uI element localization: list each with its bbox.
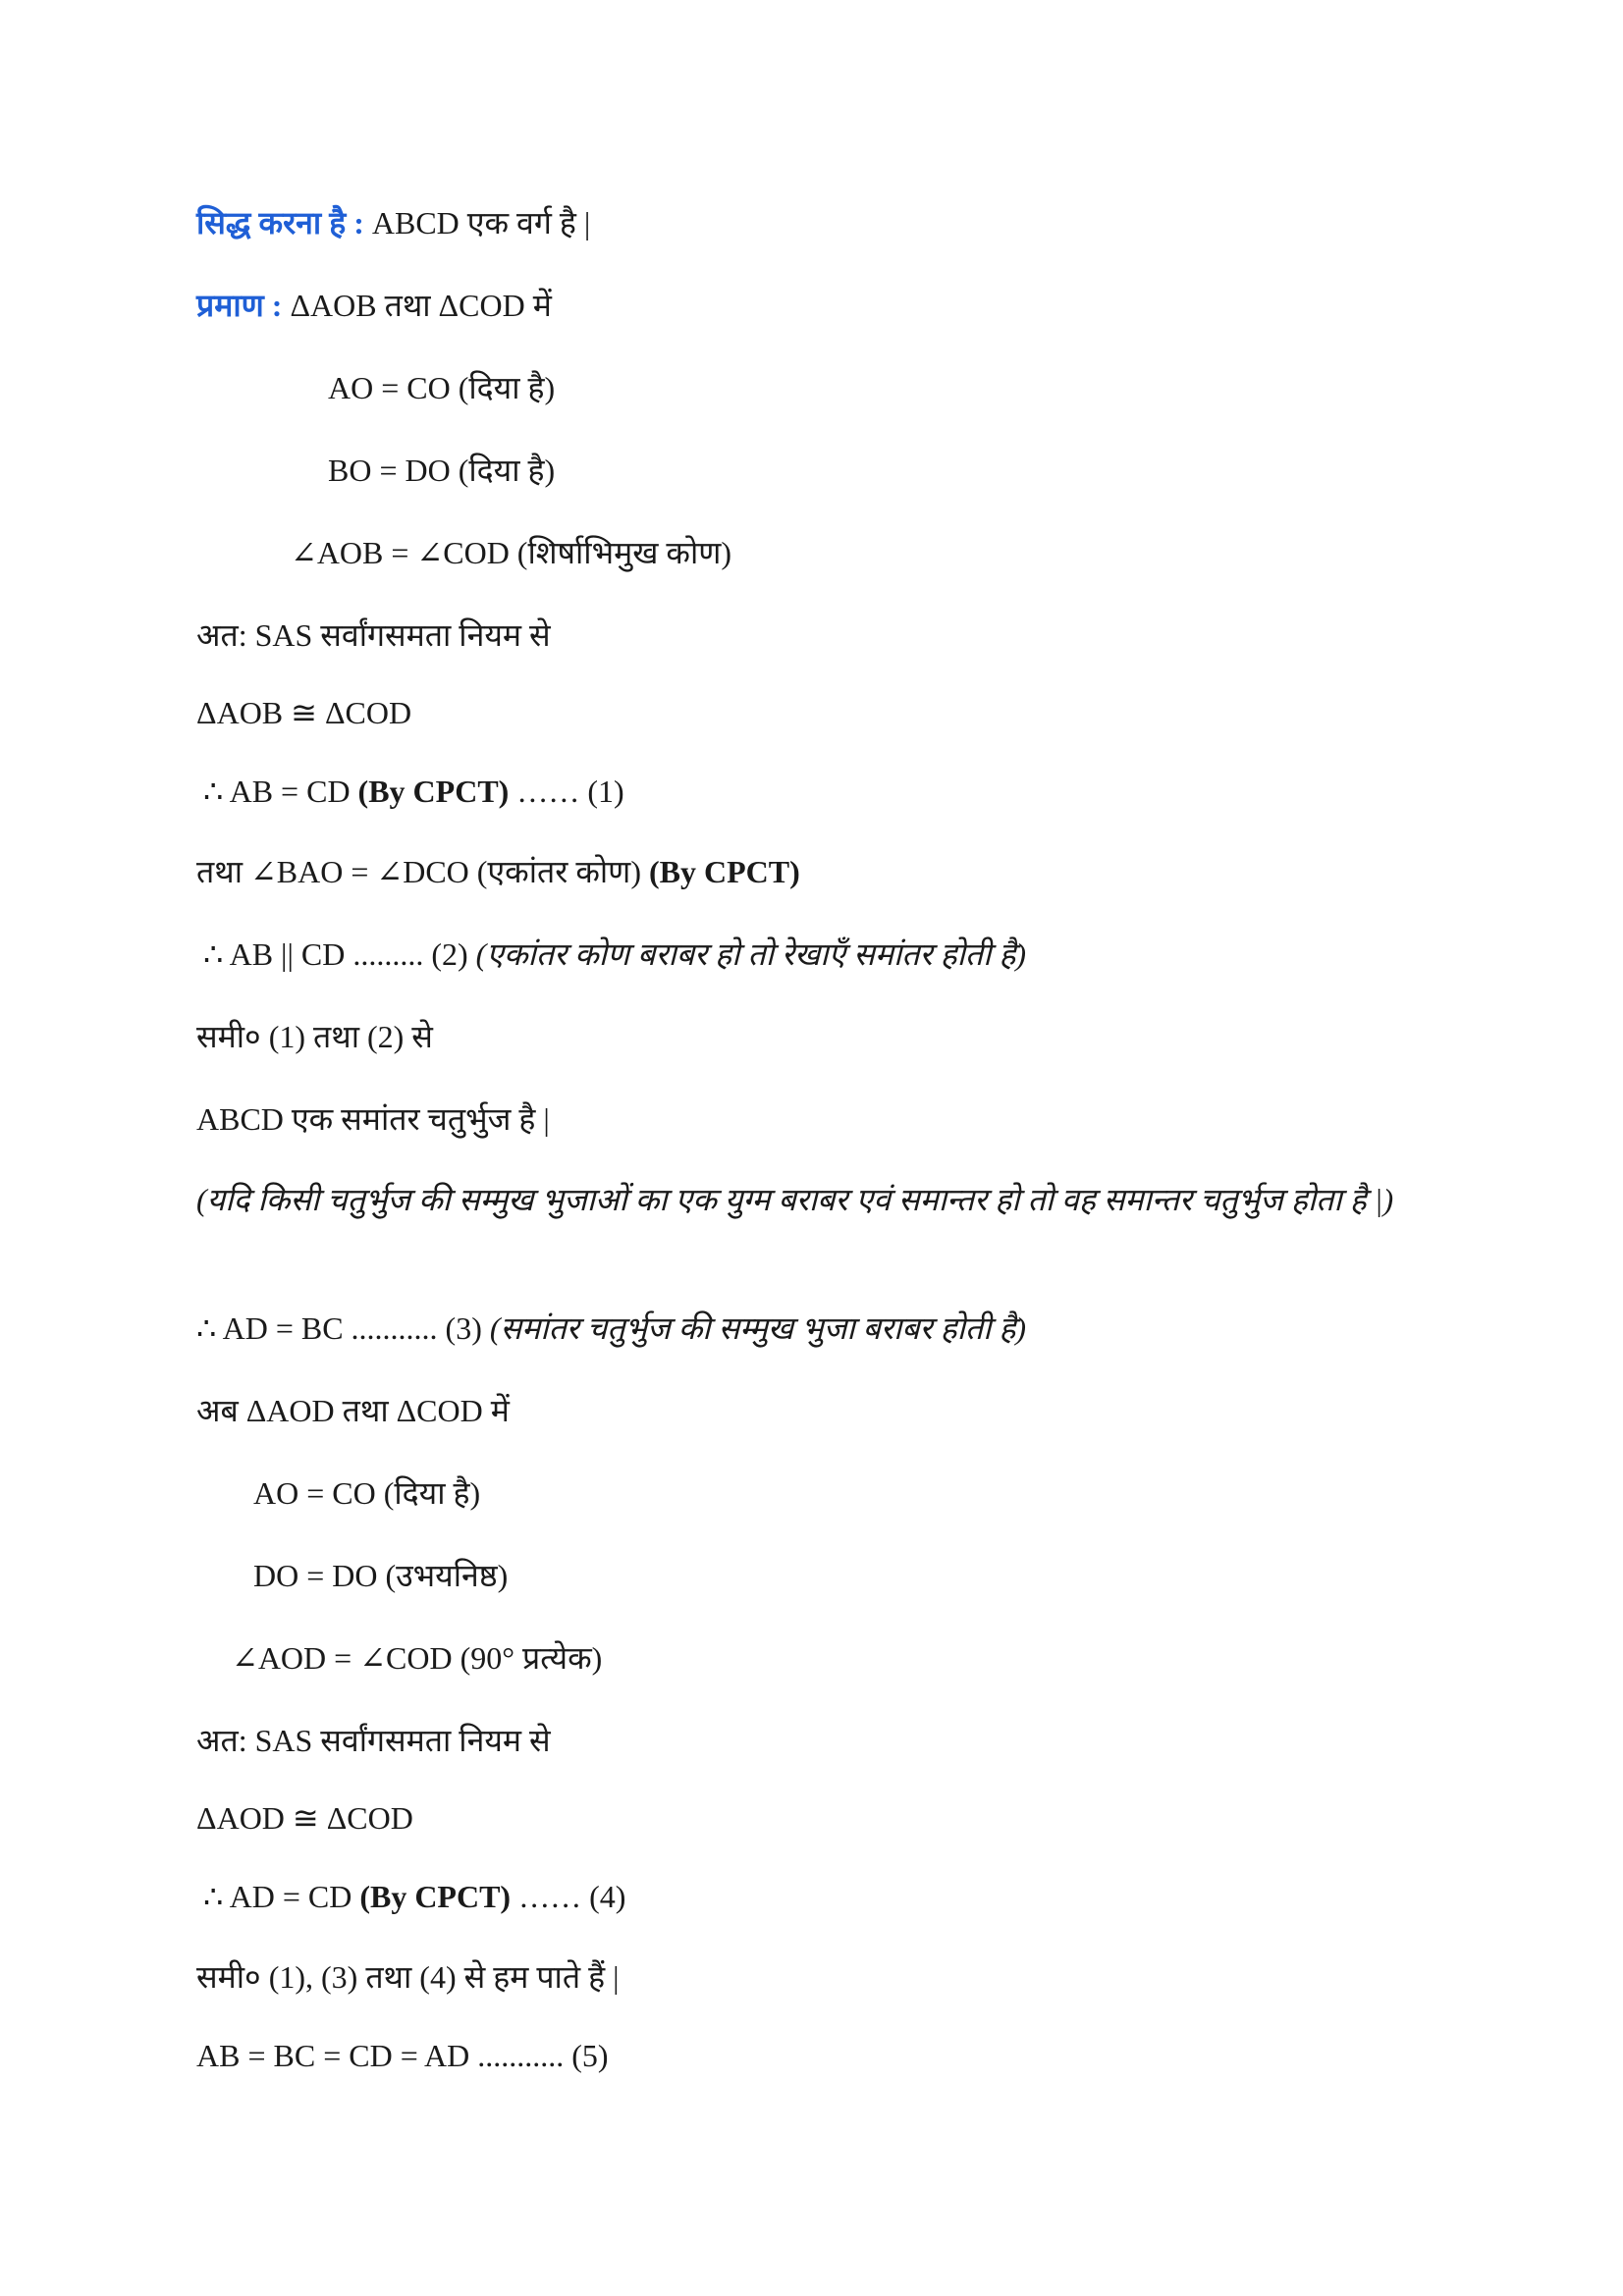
step2-line6: ΔAOD ≅ ΔCOD <box>196 1800 413 1836</box>
to-prove-line <box>196 201 590 244</box>
step1-line9: समी० (1) तथा (2) से <box>196 1019 433 1054</box>
step1-line8 <box>203 933 1026 976</box>
step2-line1: अब ΔAOD तथा ΔCOD में <box>196 1393 510 1428</box>
to-prove-text: ABCD एक वर्ग है | <box>363 205 591 240</box>
step1-line6-a: ∴ AB = CD <box>203 774 358 809</box>
step2-line7-c: …… (4) <box>511 1879 626 1914</box>
step2-line4: ∠AOD = ∠COD (90° प्रत्येक) <box>232 1640 603 1676</box>
step2-line8: समी० (1), (3) तथा (4) से हम पाते हैं | <box>196 1959 620 1995</box>
step1-line12-a: ∴ AD = BC ........... (3) <box>196 1310 490 1346</box>
step2-line3: DO = DO (उभयनिष्ठ) <box>253 1558 509 1593</box>
to-prove-heading: सिद्ध करना है : <box>196 205 364 240</box>
step1-line11: (यदि किसी चतुर्भुज की सम्मुख भुजाओं का एक युग्म बराबर एवं समान्तर हो तो वह समान्तर चतुर्भुज होता है |) <box>196 1182 1394 1217</box>
step2-line7-b: (By CPCT) <box>359 1879 512 1914</box>
step1-line7-b: (By CPCT) <box>648 854 800 889</box>
step1-line12 <box>196 1307 1026 1350</box>
step2-line5: अत: SAS सर्वांगसमता नियम से <box>196 1723 551 1758</box>
step1-line5: ΔAOB ≅ ΔCOD <box>196 695 412 730</box>
step1-line1: AO = CO (दिया है) <box>328 370 556 405</box>
step1-line4: अत: SAS सर्वांगसमता नियम से <box>196 617 551 653</box>
step2-line7 <box>203 1875 625 1918</box>
step2-line7-a: ∴ AD = CD <box>203 1879 360 1914</box>
step1-line7-a: तथा ∠BAO = ∠DCO (एकांतर कोण) <box>196 854 649 889</box>
step2-line9: AB = BC = CD = AD ........... (5) <box>196 2038 609 2073</box>
step1-line8-b: (एकांतर कोण बराबर हो तो रेखाएँ समांतर होती है) <box>475 936 1027 972</box>
proof-line <box>196 284 552 327</box>
step1-line6 <box>203 770 624 813</box>
step1-line12-b: (समांतर चतुर्भुज की सम्मुख भुजा बराबर होती है) <box>489 1310 1027 1346</box>
proof-text: ΔAOB तथा ΔCOD में <box>282 288 552 323</box>
step1-line6-b: (By CPCT) <box>357 774 510 809</box>
step1-line3: ∠AOB = ∠COD (शिर्षाभिमुख कोण) <box>291 535 732 570</box>
proof-heading: प्रमाण : <box>196 288 283 323</box>
step2-line2: AO = CO (दिया है) <box>253 1475 481 1511</box>
step1-line2: BO = DO (दिया है) <box>328 453 556 488</box>
step1-line8-a: ∴ AB || CD ......... (2) <box>203 936 476 972</box>
step1-line6-c: …… (1) <box>509 774 624 809</box>
step1-line10: ABCD एक समांतर चतुर्भुज है | <box>196 1101 550 1137</box>
step1-line7 <box>196 850 800 893</box>
